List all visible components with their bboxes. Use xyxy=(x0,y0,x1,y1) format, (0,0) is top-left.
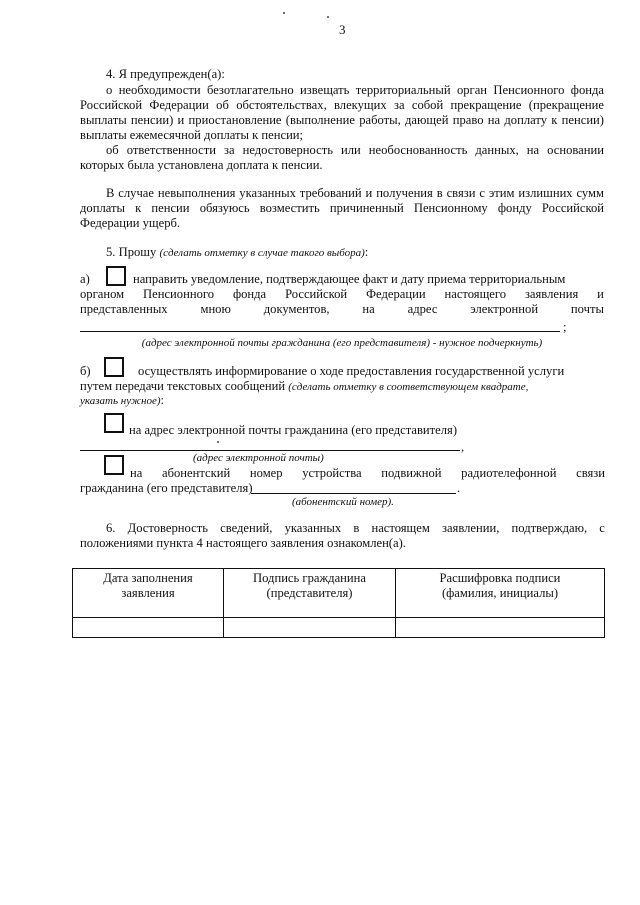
option-b-label: б) xyxy=(80,364,91,378)
scan-speck xyxy=(217,441,219,443)
option-b-line3-colon: : xyxy=(160,393,165,407)
scan-speck xyxy=(283,12,285,14)
section6-line1-word: указанных xyxy=(284,521,342,535)
option-b-line2-note: (сделать отметку в соответствующем квадрате, xyxy=(288,381,529,393)
phone-number-line[interactable] xyxy=(251,493,456,494)
phone-option-line1-word: номер xyxy=(249,466,283,480)
entry-decoding-cell[interactable] xyxy=(396,618,605,638)
option-a-label: а) xyxy=(80,272,90,286)
option-a-line3-word: на xyxy=(362,302,375,316)
section5-heading xyxy=(106,245,368,261)
header-decoding-line1: Расшифровка подписи xyxy=(439,571,561,585)
option-a-line2-word: Федерации xyxy=(366,287,426,301)
section4-item2: об ответственности за недостоверность или необоснованность данных, на основании которых была установлена доплата к пенсии. xyxy=(80,143,604,172)
section6-line1-word: подтверждаю, xyxy=(511,521,588,535)
signature-table-entry-row xyxy=(73,618,605,638)
section6-line1-word: настоящем xyxy=(371,521,430,535)
compensation-paragraph: В случае невыполнения указанных требований и получения в связи с этим излишних сумм доплаты к пенсии обязуюсь возместить причиненный Пенсионному фонду Российской Федерации ущерб. xyxy=(80,186,604,230)
section6-line1 xyxy=(106,521,605,536)
page-number: 3 xyxy=(339,22,346,37)
option-a-caption: (адрес электронной почты гражданина (его представителя) - нужное подчеркнуть) xyxy=(141,337,543,349)
option-a-line2 xyxy=(80,287,604,302)
option-a-line3-word: адрес xyxy=(407,302,438,316)
header-date-cell xyxy=(73,569,224,618)
option-a-email-line[interactable] xyxy=(80,331,560,332)
option-b-line1: осуществлять информирование о ходе предоставления государственной услуги xyxy=(138,364,565,378)
header-signature-line2: (представителя) xyxy=(266,586,353,600)
phone-option-caption-end: . xyxy=(391,496,394,508)
section4-item1: о необходимости безотлагательно извещать территориальный орган Пенсионного фонда Российской Федерации об обстоятельствах, влекущих за собой прекращение (прекращение выплаты пенсии) и приостановление (выполнение работы, дающей право на доплату к пенсии) выплаты ежемесячной доплаты к пенсии; xyxy=(80,83,604,142)
section6-line1-word: Достоверность xyxy=(127,521,208,535)
phone-option-line1-word: устройства xyxy=(302,466,362,480)
section6-line1-word: сведений, xyxy=(220,521,273,535)
email-option-text: на адрес электронной почты гражданина (его представителя) xyxy=(129,423,458,437)
phone-option-line1-word: радиотелефонной xyxy=(461,466,557,480)
phone-option-line2: гражданина (его представителя) xyxy=(80,481,253,495)
option-a-line3-word: представленных xyxy=(80,302,168,316)
entry-date-cell[interactable] xyxy=(73,618,224,638)
header-signature-line1: Подпись гражданина xyxy=(253,571,366,585)
option-b-line3-note: указать нужное) xyxy=(80,395,161,407)
option-a-line2-word: и xyxy=(597,287,604,301)
email-option-end: , xyxy=(461,440,465,454)
email-option-caption: (адрес электронной почты) xyxy=(193,452,324,464)
phone-option-line1-word: абонентский xyxy=(162,466,231,480)
option-a-line2-word: Российской xyxy=(285,287,348,301)
option-a-line1: направить уведомление, подтверждающее факт и дату приема территориальным xyxy=(133,272,566,286)
phone-option-end: . xyxy=(457,481,461,495)
header-date-line2: заявления xyxy=(121,586,175,600)
header-signature-cell xyxy=(224,569,396,618)
email-option-checkbox[interactable] xyxy=(104,413,124,433)
header-decoding-cell xyxy=(396,569,605,618)
option-a-line2-word: настоящего xyxy=(444,287,507,301)
phone-option-caption-text: (абонентский номер) xyxy=(292,496,392,508)
header-date-line1: Дата заполнения xyxy=(103,571,193,585)
section4-heading xyxy=(80,67,604,82)
section5-heading-text: 5. Прошу xyxy=(106,245,157,259)
phone-option-caption xyxy=(292,495,394,510)
option-a-line3-word: электронной xyxy=(470,302,539,316)
phone-option-line1-word: подвижной xyxy=(381,466,442,480)
scan-speck xyxy=(327,16,329,18)
option-b-line2-text: путем передачи текстовых сообщений xyxy=(80,379,286,393)
option-a-line3-word: почты xyxy=(570,302,604,316)
option-a-line2-word: фонда xyxy=(232,287,267,301)
section6-line1-word: с xyxy=(599,521,605,535)
phone-option-line1-word: связи xyxy=(576,466,605,480)
option-b-line3 xyxy=(80,393,164,409)
entry-signature-cell[interactable] xyxy=(224,618,396,638)
option-a-end: ; xyxy=(563,320,567,334)
signature-table xyxy=(72,568,605,638)
option-a-line3 xyxy=(80,302,604,317)
signature-table-header-row xyxy=(73,569,605,618)
phone-option-checkbox[interactable] xyxy=(104,455,124,475)
phone-option-line1-word: на xyxy=(130,466,143,480)
option-a-line3-word: мною xyxy=(200,302,231,316)
option-a-checkbox[interactable] xyxy=(106,266,126,286)
option-a-line3-word: документов, xyxy=(263,302,330,316)
header-decoding-line2: (фамилия, инициалы) xyxy=(441,586,559,600)
option-a-line2-word: заявления xyxy=(524,287,579,301)
option-a-line2-word: органом xyxy=(80,287,125,301)
option-a-line2-word: Пенсионного xyxy=(143,287,215,301)
phone-option-line1 xyxy=(130,466,605,481)
section6-line2: положениями пункта 4 настоящего заявления ознакомлен(а). xyxy=(80,536,406,550)
section6-line1-word: в xyxy=(353,521,360,535)
section6-line1-word: 6. xyxy=(106,521,116,535)
option-b-checkbox[interactable] xyxy=(104,357,124,377)
section4-heading-text: 4. Я предупрежден(а): xyxy=(106,67,225,81)
section6-line1-word: заявлении, xyxy=(441,521,500,535)
section5-heading-note: (сделать отметку в случае такого выбора) xyxy=(159,247,365,259)
section5-heading-colon: : xyxy=(364,245,369,259)
